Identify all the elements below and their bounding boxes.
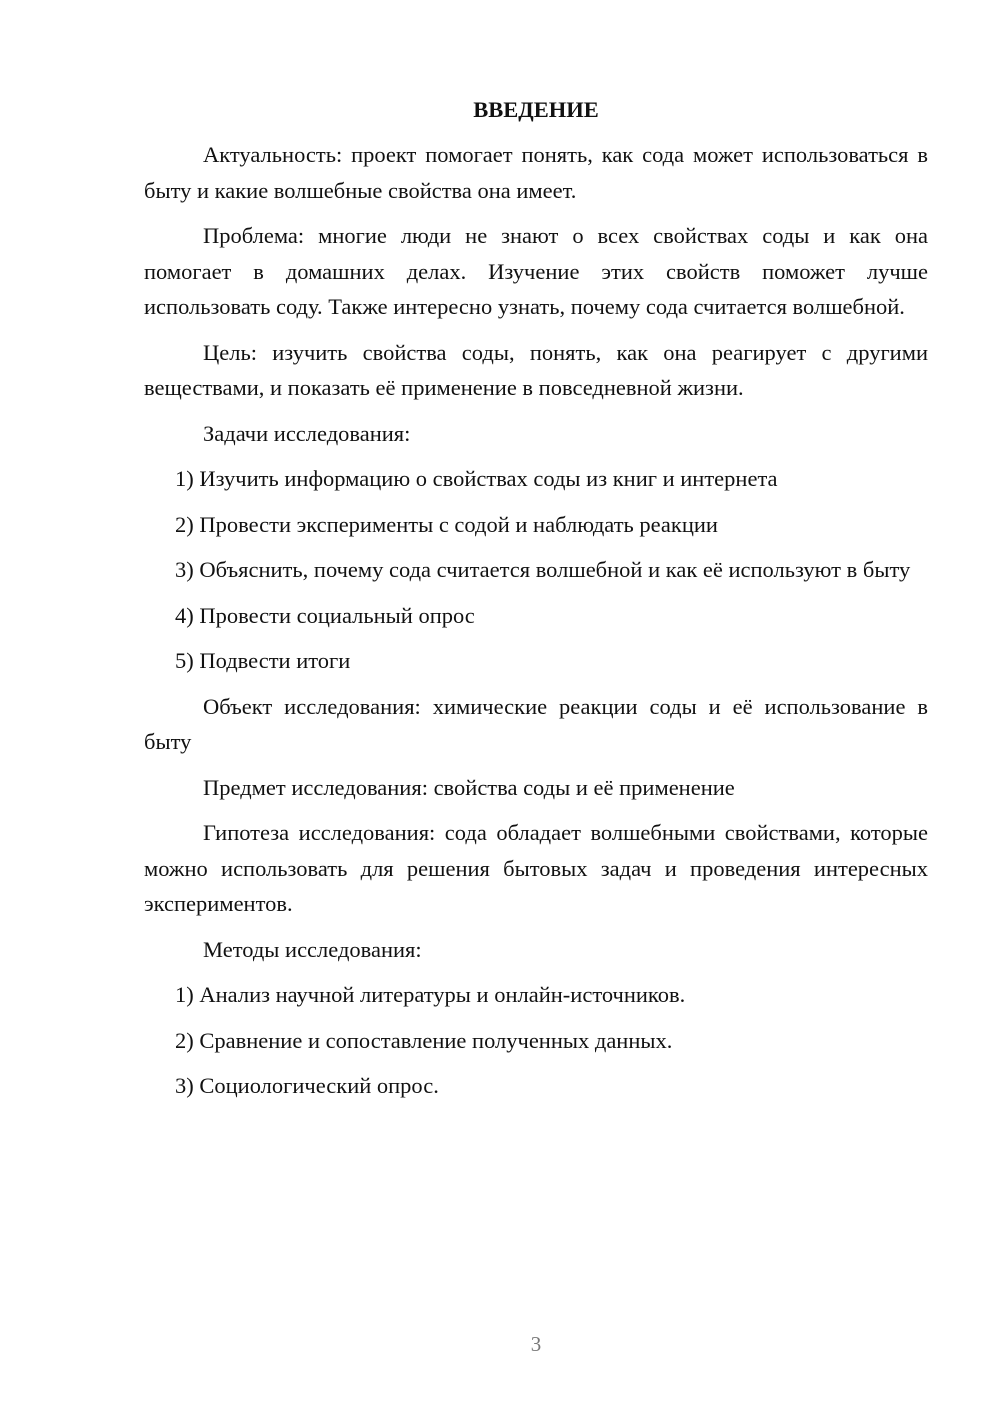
task-item: 4) Провести социальный опрос: [175, 602, 475, 628]
method-item: 1) Анализ научной литературы и онлайн-источников.: [175, 982, 686, 1007]
problem-paragraph: Проблема: многие люди не знают о всех свойствах соды и как она помогает в домашних делах. Изучение этих свойств поможет лучше использовать соду. Также интересно узнать, почему сода считается волшебной.: [144, 223, 928, 319]
methods-list: [144, 977, 928, 1104]
page-number: 3: [530, 1332, 542, 1356]
subject-paragraph: Предмет исследования: свойства соды и её применение: [203, 774, 735, 800]
task-item: 3) Объяснить, почему сода считается волшебной и как её используют в быту: [175, 557, 911, 582]
hypothesis-paragraph: Гипотеза исследования: сода обладает волшебными свойствами, которые можно использовать для решения бытовых задач и проведения интересных экспериментов.: [144, 820, 928, 916]
method-item: 2) Сравнение и сопоставление полученных данных.: [175, 1027, 673, 1053]
section-title: ВВЕДЕНИЕ: [473, 97, 599, 122]
task-item: 1) Изучить информацию о свойствах соды из книг и интернета: [175, 466, 778, 491]
task-item: 2) Провести эксперименты с содой и наблюдать реакции: [175, 511, 718, 537]
task-item: 5) Подвести итоги: [175, 648, 351, 673]
page-content: [144, 92, 928, 1114]
methods-heading: Методы исследования:: [203, 936, 422, 962]
relevance-paragraph: Актуальность: проект помогает понять, как сода может использоваться в быту и какие волшебные свойства она имеет.: [144, 142, 928, 203]
method-item: 3) Социологический опрос.: [175, 1073, 439, 1098]
goal-paragraph: Цель: изучить свойства соды, понять, как она реагирует с другими веществами, и показать её применение в повседневной жизни.: [144, 339, 928, 400]
tasks-list: [144, 461, 928, 679]
object-paragraph: Объект исследования: химические реакции соды и её использование в быту: [144, 693, 928, 754]
tasks-heading: Задачи исследования:: [203, 420, 411, 446]
